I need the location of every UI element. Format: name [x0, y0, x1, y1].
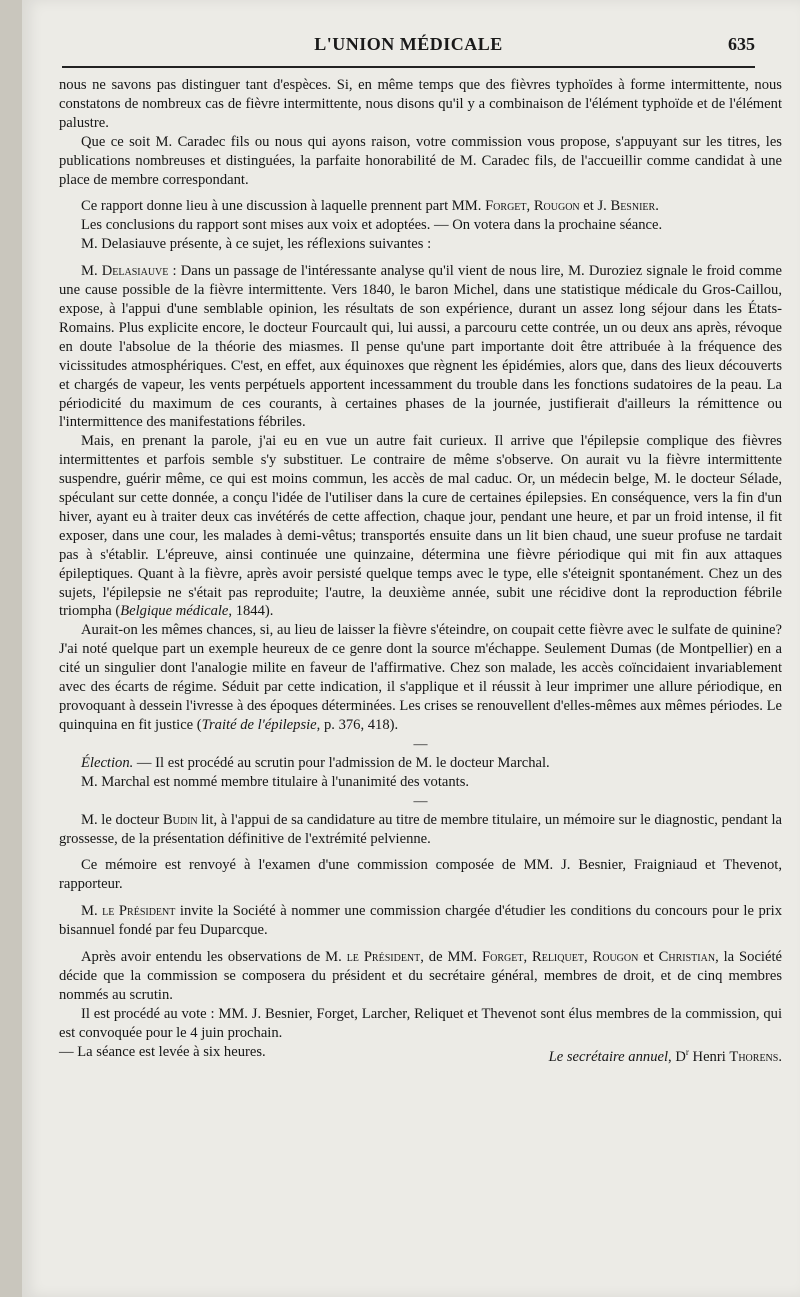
text-segment: , 1844).: [228, 603, 274, 620]
text-segment: Ce rapport donne lieu à une discussion à laquelle prennent part MM.: [81, 198, 486, 215]
text-segment: ,: [583, 949, 593, 966]
journal-page: [22, 0, 800, 1297]
signature-role: Le secrétaire annuel: [548, 1048, 669, 1065]
paragraph-12: Ce mémoire est renvoyé à l'examen d'une commission composée de MM. J. Besnier, Fraigniaud et Thevenot, rapporteur.: [59, 857, 782, 893]
text-segment: Mais, en prenant la parole, j'ai eu en vue un autre fait curieux. Il arrive que l'épilepsie complique des fièvres intermittentes et parfois semble s'y substituer. Le contraire de même s'observe. On aurait vu la fièvre intermittente suspendre, guérir même, ce qui est moins commun, les accès de mal caduc. Or, un médecin belge, M. le docteur Sélade, spéculant sur cette donnée, a conçu l'idée de l'utiliser dans la cure de certaines épilepsies. En conséquence, vers la fin d'un hiver, ayant eu à traiter deux cas invétérés de cette affection, chaque jour, pendant une heure, et par un froid intense, il fit exposer, dans une cour, les malades à demi-vêtus; transportés ensuite dans un lit bien chaud, une sueur profuse ne tardait pas à s'établir. L'épreuve, ainsi continuée une quinzaine, détermina une fièvre périodique qui mit fin aux attaques épileptiques. Quant à la fièvre, après avoir persisté quelque temps avec le type, elle s'éteignit spontanément. Chez un des sujets, l'épilepsie ne s'était pas reproduite; l'autre, la deuxième année, subit une récidive dont la reproduction fébrile triompha (: [59, 433, 782, 620]
name-budin: Budin: [162, 811, 198, 828]
text-segment: , de MM.: [420, 949, 482, 966]
paragraph-10: M. Marchal est nommé membre titulaire à l'unanimité des votants.: [81, 773, 470, 790]
paragraph-2: Que ce soit M. Caradec fils ou nous qui ayons raison, votre commission vous propose, s'appuyant sur les titres, les publications nombreuses et distinguées, la parfaite honorabilité de M. Caradec fils, de l'accueillir comme candidat à une place de membre correspondant.: [59, 133, 782, 188]
text-segment: M.: [81, 903, 103, 920]
text-segment: ,: [526, 198, 534, 215]
paragraph-5: M. Delasiauve présente, à ce sujet, les réflexions suivantes :: [81, 236, 432, 253]
name-rougon: Rougon: [533, 198, 580, 215]
paragraph-15: Il est procédé au vote : MM. J. Besnier, Forget, Larcher, Reliquet et Thevenot sont élus membres de la commission, qui est convoquée pour le 4 juin prochain.: [59, 1005, 782, 1041]
name-besnier: Besnier: [610, 198, 656, 215]
name-reliquet: Reliquet: [531, 949, 584, 966]
paragraph-1: nous ne savons pas distinguer tant d'espèces. Si, en même temps que des fièvres typhoïdes à forme intermittente, nous constatons de nombreux cas de fièvre intermittente, nous disons qu'il y a combinaison de l'élément typhoïde et de l'élément palustre.: [59, 77, 782, 131]
article-body: [59, 76, 782, 1066]
closing-line: [59, 1043, 782, 1067]
text-segment: — Il est procédé au scrutin pour l'admission de M. le docteur Marchal.: [133, 754, 550, 771]
section-separator: —: [413, 736, 428, 752]
text-segment: .: [655, 198, 659, 215]
name-forget: Forget: [481, 949, 524, 966]
paragraph-14: [59, 948, 782, 1005]
paragraph-13: [59, 902, 782, 940]
running-title: L'UNION MÉDICALE: [314, 34, 503, 54]
speaker-name: M. Delasiauve: [81, 263, 169, 280]
paragraph-3: [59, 197, 782, 216]
title-president: le Président: [102, 903, 176, 920]
paragraph-6: [59, 262, 782, 432]
paragraph-election: [59, 754, 782, 773]
text-segment: et J.: [579, 198, 611, 215]
text-segment: : Dans un passage de l'intéressante analyse qu'il vient de nous lire, M. Duroziez signale le froid comme une cause possible de la fièvre intermittente. Vers 1840, le baron Michel, dans une statistique médicale du Gros-Caillou, expose, à l'appui d'une semblable opinion, les résultats de son expérience, durant un assez long séjour dans les États-Romains. Plus explicite encore, le docteur Fourcault qui, lui aussi, a parcouru cette contrée, un ou deux ans après, révoque en doute l'absolue de la théorie des miasmes. Il pense qu'une part importante doit être attribuée à la fréquence des vicissitudes atmosphériques. C'est, en effet, aux équinoxes que règnent les épidémies, alors que, dans des lieux découverts et chargés de vapeur, les vents perpétuels apportent incessamment du trouble dans les fonctions sudatoires de la peau. La périodicité du maximum de ces courants, à certaines phases de la journée, justifierait d'ailleurs la rémittence ou l'intermittence des manifestations fébriles.: [59, 263, 782, 431]
text-segment: M. le docteur: [81, 811, 163, 828]
text-segment: r: [685, 1046, 689, 1057]
text-segment: , p. 376, 418).: [316, 716, 399, 733]
text-segment: Aurait-on les mêmes chances, si, au lieu de laisser la fièvre s'éteindre, on coupait cette fièvre avec le sulfate de quinine? J'ai noté quelque part un exemple heureux de ce genre dont la source m'échappe. Seulement Dumas (de Montpellier) en a cité un singulier dont l'analogie milite en faveur de l'affirmative. Chez son malade, les accès coïncidaient invariablement avec des écarts de régime. Séduit par cette indication, il s'applique et il réussit à leur imprimer une allure périodique, en provoquant à dessein l'ivresse à des époques déterminées. Les crises se renouvellent d'elles-mêmes aux mêmes périodes. Le quinquina en fit justice (: [59, 622, 782, 733]
signature: [549, 1043, 782, 1067]
paragraph-7: [59, 432, 782, 621]
text-segment: , D: [668, 1048, 686, 1065]
title-president: le Président: [346, 949, 421, 966]
citation: Traité de l'épilepsie: [201, 716, 317, 733]
paragraph-11: [59, 811, 782, 849]
name-christian: Christian: [658, 949, 716, 966]
text-segment: Après avoir entendu les observations de M.: [81, 949, 347, 966]
election-label: Élection.: [81, 754, 134, 771]
signature-name: Thorens: [729, 1048, 779, 1065]
text-segment: ,: [523, 949, 532, 966]
text-segment: lit, à l'appui de sa candidature au titre de membre titulaire, un mémoire sur le diagnostic, pendant la grossesse, de la présentation définitive de l'extrémité pelvienne.: [59, 811, 782, 847]
text-segment: , la Société décide que la commission se composera du président et du secrétaire général, membres de droit, et de cinq membres nommés au scrutin.: [59, 949, 782, 1003]
text-segment: Henri: [688, 1048, 730, 1065]
header-rule: [62, 66, 755, 68]
name-forget: Forget: [485, 198, 527, 215]
paragraph-4: Les conclusions du rapport sont mises aux voix et adoptées. — On votera dans la prochaine séance.: [81, 217, 663, 234]
closing-text: — La séance est levée à six heures.: [59, 1043, 266, 1060]
text-segment: invite la Société à nommer une commission chargée d'étudier les conditions du concours pour le prix bisannuel fondé par feu Duparcque.: [59, 903, 782, 939]
name-rougon: Rougon: [592, 949, 639, 966]
page-number: 635: [728, 34, 755, 54]
paragraph-8: [59, 621, 782, 734]
section-separator: —: [413, 793, 428, 809]
page-header: [62, 34, 755, 60]
text-segment: .: [778, 1048, 782, 1065]
citation: Belgique médicale: [120, 603, 229, 620]
text-segment: et: [638, 949, 659, 966]
